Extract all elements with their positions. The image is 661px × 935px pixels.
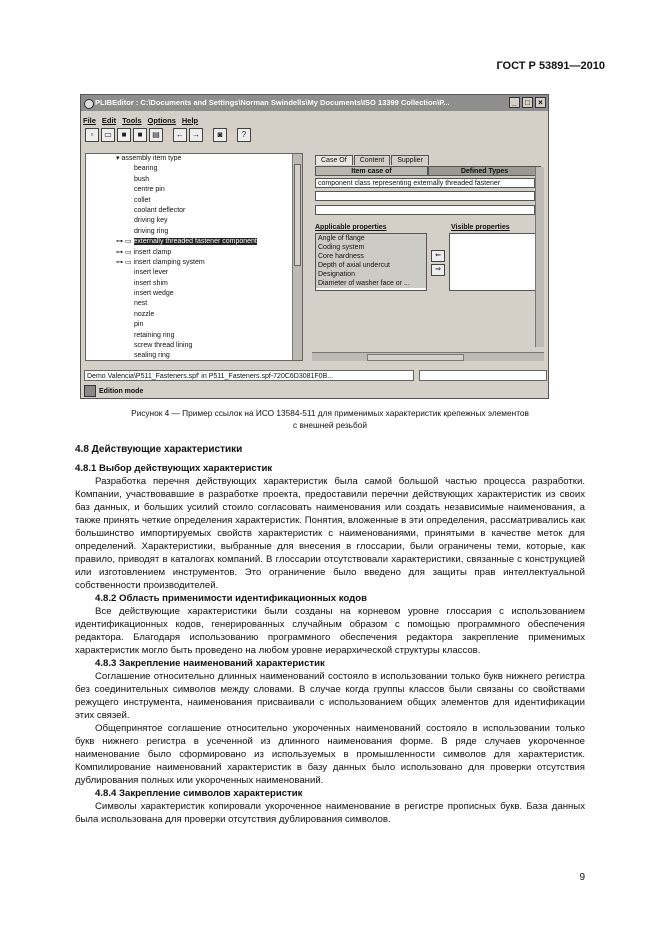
- tree-root[interactable]: ▾ assembly item type: [116, 155, 182, 162]
- tree-item[interactable]: bush: [134, 175, 150, 183]
- tree-item[interactable]: pin: [134, 321, 144, 329]
- save-as-icon[interactable]: ■: [133, 128, 147, 142]
- tree-item[interactable]: sealing ring: [134, 352, 170, 360]
- list-item[interactable]: Depth of axial undercut: [316, 261, 426, 270]
- plib-editor-screenshot: [80, 94, 549, 399]
- standard-header: ГОСТ Р 53891—2010: [496, 60, 605, 72]
- tree-scrollbar[interactable]: [292, 154, 302, 360]
- list-item[interactable]: Coding system: [316, 243, 426, 252]
- menu-file[interactable]: File: [83, 116, 96, 125]
- expand-icon[interactable]: ⊶: [116, 248, 125, 256]
- menu-tools[interactable]: Tools: [122, 116, 142, 125]
- window-title: PLIBEditor : C:\Documents and Settings\Norman Swindells\My Documents\ISO 13399 Collection\P...: [95, 98, 450, 107]
- body-text: [75, 462, 585, 826]
- folder-icon: ▭: [124, 238, 134, 246]
- caption-line-2: с внешней резьбой: [292, 420, 368, 430]
- paragraph: Соглашение относительно длинных наименований состояло в использовании только букв нижнего регистра без соединительных символов между словами. В случае когда группы классов были связаны со свойствами режущего инструмента, наименования присваивали с использованием общих элементов для идентификации этих связей.: [75, 671, 585, 721]
- menu-options[interactable]: Options: [147, 116, 176, 125]
- subsection-title: 4.8.2 Область применимости идентификационных кодов: [95, 593, 367, 604]
- properties-panel: [312, 153, 544, 361]
- folder-icon: ▭: [124, 258, 134, 266]
- back-arrow-icon[interactable]: ←: [173, 128, 187, 142]
- paragraph: Символы характеристик копировали укороченное наименование в регистре прописных букв. База данных была использована для проверки отсутствия дублирования символов.: [75, 801, 585, 825]
- applicable-properties-list[interactable]: [315, 233, 427, 291]
- tree-item[interactable]: insert lever: [134, 269, 169, 277]
- subtab-item-case-of[interactable]: Item case of: [315, 166, 428, 176]
- edit-mode-icon: [84, 385, 96, 397]
- move-left-button[interactable]: ⇐: [431, 250, 445, 262]
- tree-item[interactable]: bearing: [134, 165, 158, 173]
- tree-item[interactable]: ⊶ ▭ insert clamp: [116, 248, 172, 256]
- expand-icon[interactable]: ⊶: [116, 238, 125, 246]
- tree-item[interactable]: collet: [134, 196, 151, 204]
- tab-content[interactable]: Content: [354, 155, 391, 165]
- tree-item[interactable]: driving key: [134, 217, 168, 225]
- list-item[interactable]: Core hardness: [316, 252, 426, 261]
- window-titlebar: [81, 95, 548, 111]
- tree-item[interactable]: retaining ring: [134, 331, 175, 339]
- tree-item[interactable]: nest: [134, 300, 148, 308]
- tree-item[interactable]: ⊶ ▭ insert clamping system: [116, 258, 205, 266]
- list-item[interactable]: Designation: [316, 270, 426, 279]
- visible-properties-list[interactable]: [449, 233, 536, 291]
- panel-hscrollbar[interactable]: [312, 352, 544, 361]
- tree-item[interactable]: insert wedge: [134, 290, 174, 298]
- mode-indicator: [84, 385, 143, 397]
- panel-scrollbar[interactable]: [535, 167, 544, 347]
- open-folder-icon[interactable]: ▭: [101, 128, 115, 142]
- tab-case-of[interactable]: Case Of: [315, 155, 353, 165]
- list-item[interactable]: Angle of flange: [316, 234, 426, 243]
- list-item[interactable]: Diameter of washer face or ...: [316, 279, 426, 288]
- new-file-icon[interactable]: ▫: [85, 128, 99, 142]
- find-icon[interactable]: ◙: [213, 128, 227, 142]
- figure-caption: [75, 407, 585, 431]
- tree-item[interactable]: coolant deflector: [134, 206, 186, 214]
- applicable-properties-label: Applicable properties: [315, 224, 387, 231]
- class-tree: [85, 153, 303, 361]
- app-icon: [84, 99, 94, 109]
- definition-field[interactable]: component class representing externally threaded fastener: [315, 178, 535, 188]
- move-right-button[interactable]: ⇒: [431, 264, 445, 276]
- page-number: 9: [579, 872, 585, 883]
- menu-edit[interactable]: Edit: [101, 116, 117, 125]
- subtab-defined-types[interactable]: Defined Types: [428, 166, 541, 176]
- status-bar-secondary: [419, 370, 547, 381]
- section-title: 4.8 Действующие характеристики: [75, 444, 243, 455]
- note-field[interactable]: [315, 191, 535, 201]
- tree-item[interactable]: driving ring: [134, 227, 169, 235]
- visible-properties-label: Visible properties: [451, 224, 510, 231]
- mode-label: Edition mode: [99, 387, 144, 395]
- paragraph: Общепринятое соглашение относительно укороченных наименований состояло в использовании только букв нижнего регистра в усеченной из длинного наименования форме. В ряде случаев укороченное наименование было сформировано из используемых в промышленности символов для характеристик. Компилирование наименований характеристик в базу данных было использовано для проверки отсутствия дублирования полных или укороченных наименований.: [75, 723, 585, 786]
- toolbar: [85, 128, 251, 146]
- caption-line-1: Рисунок 4 — Пример ссылок на ИСО 13584-511 для применимых характеристик крепежных элементов: [131, 408, 529, 418]
- status-bar: Demo Valencia\P511_Fasteners.spf' in P511_Fasteners.spf-720C6D3081F0B...: [84, 370, 414, 381]
- menu-help[interactable]: Help: [181, 116, 199, 125]
- folder-icon: ▭: [124, 248, 134, 256]
- help-icon[interactable]: ?: [237, 128, 251, 142]
- menubar: [83, 116, 198, 125]
- subsection-title: 4.8.3 Закрепление наименований характеристик: [95, 658, 325, 669]
- tree-item-selected[interactable]: ⊶ ▭ externally threaded fastener component: [116, 238, 257, 246]
- tree-item[interactable]: screw thread lining: [134, 342, 193, 350]
- subsection-title: 4.8.4 Закрепление символов характеристик: [95, 788, 303, 799]
- close-button[interactable]: ×: [535, 97, 546, 108]
- tree-item[interactable]: centre pin: [134, 186, 165, 194]
- tree-item[interactable]: nozzle: [134, 310, 155, 318]
- remark-field[interactable]: [315, 205, 535, 215]
- tab-supplier[interactable]: Supplier: [391, 155, 429, 165]
- paragraph: Все действующие характеристики были созданы на корневом уровне глоссария с использованием идентификационных кодов, генерированных случайным образом с помощью программного обеспечения редактора. Благодаря использованию программного обеспечения редактора закрепление применимых характеристик могло быть проведено на любом уровне иерархической структуры классов.: [75, 606, 585, 656]
- tree-item[interactable]: insert shim: [134, 279, 168, 287]
- paragraph: Разработка перечня действующих характеристик была самой большой частью процесса разработки. Компании, участвовавшие в разработке проекта, предоставили перечни действующих характеристик из своих баз данных, и больших усилий стоило согласовать наименования или создать независимые наименования, а также принять четкие определения характеристик. Понятия, вложенные в эти определения, рассматривались как большинство импортируемых свойств характеристик с наименованиями, принятыми в качестве меток для определений. Характеристики, выбранные для внесения в глоссарии, были ограничены теми, которые, как правило, приводят в каталогах компаний. В глоссарии отсутствовали характеристики, связанные с конструкцией или изготовлением инструментов. Это ограничение было введено для защиты прав интеллектуальной собственности производителей.: [75, 476, 585, 591]
- expand-icon[interactable]: ⊶: [116, 258, 125, 266]
- save-icon[interactable]: ■: [117, 128, 131, 142]
- subsection-title: 4.8.1 Выбор действующих характеристик: [75, 463, 273, 474]
- maximize-button[interactable]: □: [522, 97, 533, 108]
- forward-arrow-icon[interactable]: →: [189, 128, 203, 142]
- export-icon[interactable]: ▤: [149, 128, 163, 142]
- minimize-button[interactable]: _: [509, 97, 520, 108]
